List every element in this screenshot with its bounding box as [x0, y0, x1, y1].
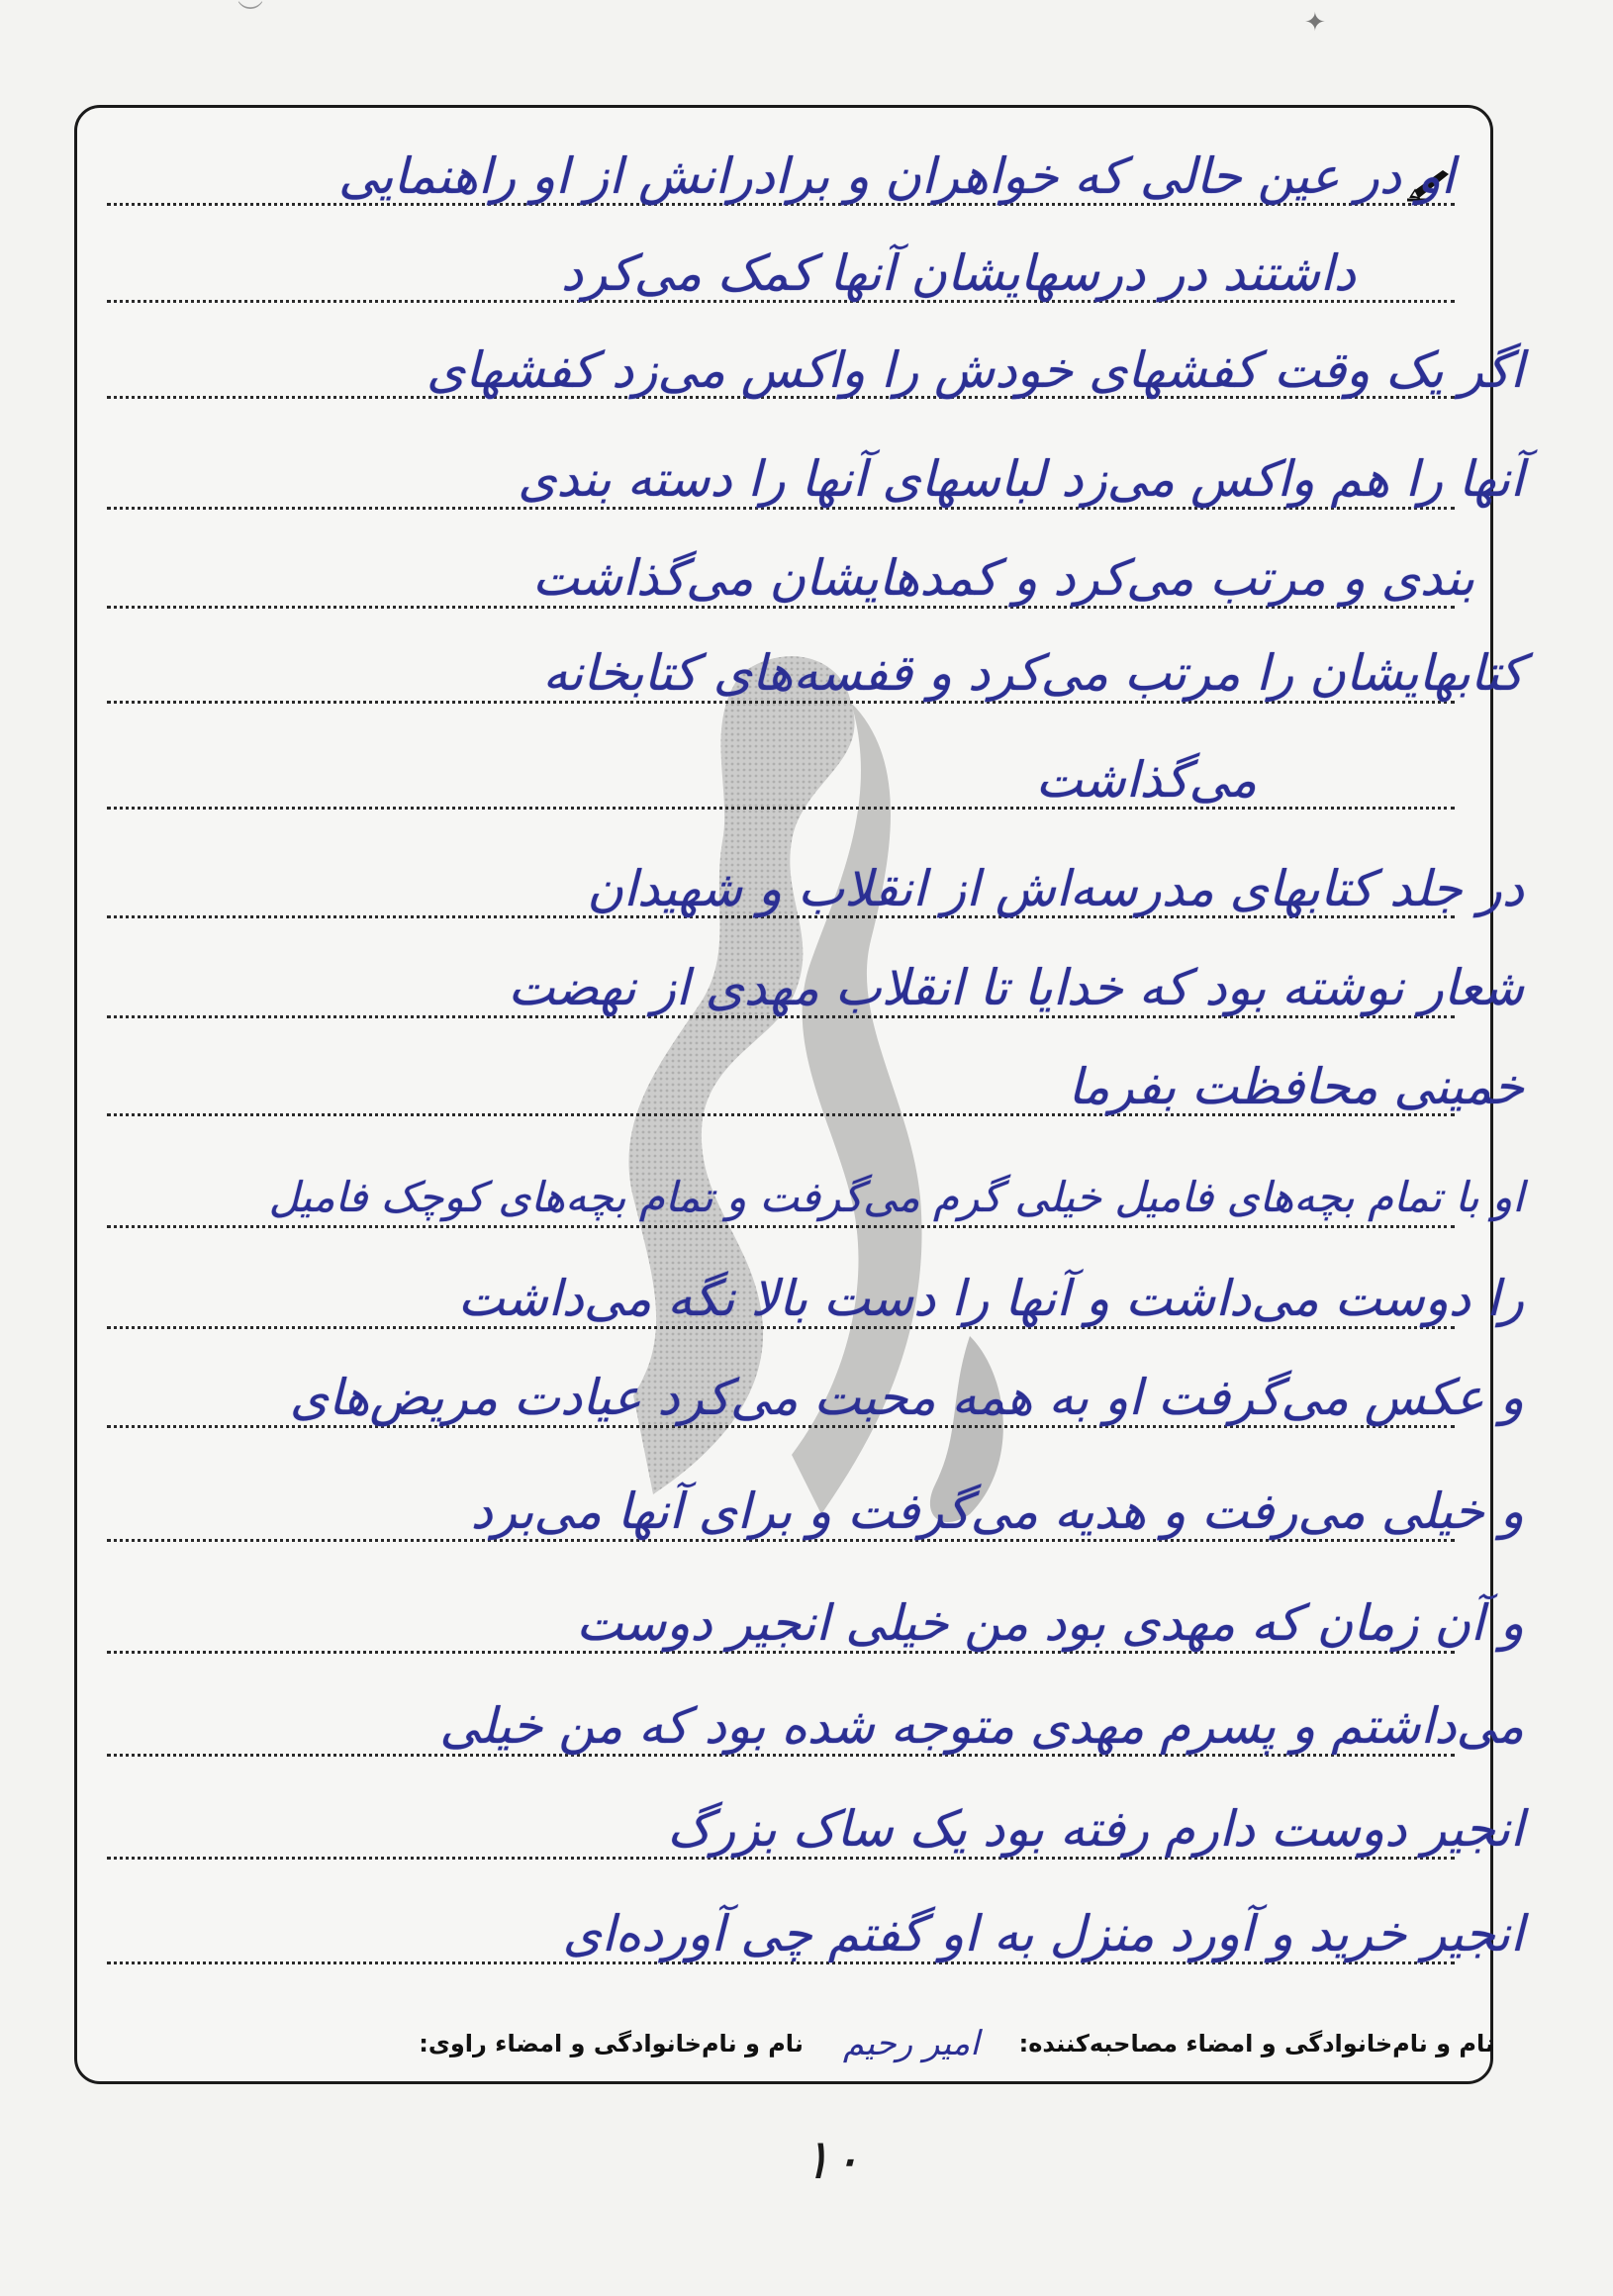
- handwritten-line: او در عین حالی که خواهران و برادرانش از او راهنمایی: [337, 147, 1455, 205]
- handwritten-line: را دوست می‌داشت و آنها را دست بالا نگه می‌داشت: [457, 1270, 1524, 1327]
- handwritten-line: در جلد کتابهای مدرسه‌اش از انقلاب و شهیدان: [587, 860, 1524, 917]
- handwritten-line: و عکس می‌گرفت او به همه محبت می‌کرد عیادت مریض‌های: [289, 1369, 1524, 1426]
- handwritten-line: خمینی محافظت بفرما: [1068, 1058, 1524, 1115]
- handwritten-line: اگر یک وقت کفشهای خودش را واکس می‌زد کفشهای: [426, 341, 1524, 399]
- handwritten-line: انجیر دوست دارم رفته بود یک ساک بزرگ: [667, 1800, 1524, 1858]
- handwritten-line: داشتند در درسهایشان آنها کمک می‌کرد: [560, 244, 1356, 302]
- interviewer-label: نام و نام‌خانوادگی و امضاء مصاحبه‌کننده:: [1018, 2030, 1494, 2057]
- interviewer-signature: امیر رحیم: [842, 2024, 980, 2063]
- handwritten-line: و خیلی می‌رفت و هدیه می‌گرفت و برای آنها می‌برد: [470, 1483, 1524, 1540]
- narrator-label: نام و نام‌خانوادگی و امضاء راوی:: [419, 2030, 804, 2057]
- handwritten-line: انجیر خرید و آورد منزل به او گفتم چی آورده‌ای: [562, 1905, 1524, 1962]
- handwritten-line: او با تمام بچه‌های فامیل خیلی گرم می‌گرفت و تمام بچه‌های کوچک فامیل: [268, 1173, 1524, 1221]
- handwritten-line: بندی و مرتب می‌کرد و کمدهایشان می‌گذاشت: [532, 549, 1474, 607]
- corner-mark: ︶: [237, 0, 264, 30]
- handwritten-line: و آن زمان که مهدی بود من خیلی انجیر دوست: [576, 1594, 1524, 1652]
- handwritten-line: کتابهایشان را مرتب می‌کرد و قفسه‌های کتابخانه: [542, 644, 1524, 702]
- corner-mark: ✦: [1304, 8, 1326, 38]
- page-number: ۱۰: [801, 2128, 862, 2192]
- handwritten-line: آنها را هم واکس می‌زد لباسهای آنها را دسته بندی: [518, 450, 1524, 508]
- signature-footer: [208, 2019, 1494, 2068]
- handwritten-line: شعار نوشته بود که خدایا تا انقلاب مهدی از نهضت: [508, 959, 1524, 1016]
- handwritten-line: می‌گذاشت: [1035, 751, 1257, 809]
- handwritten-line: می‌داشتم و پسرم مهدی متوجه شده بود که من خیلی: [439, 1697, 1524, 1755]
